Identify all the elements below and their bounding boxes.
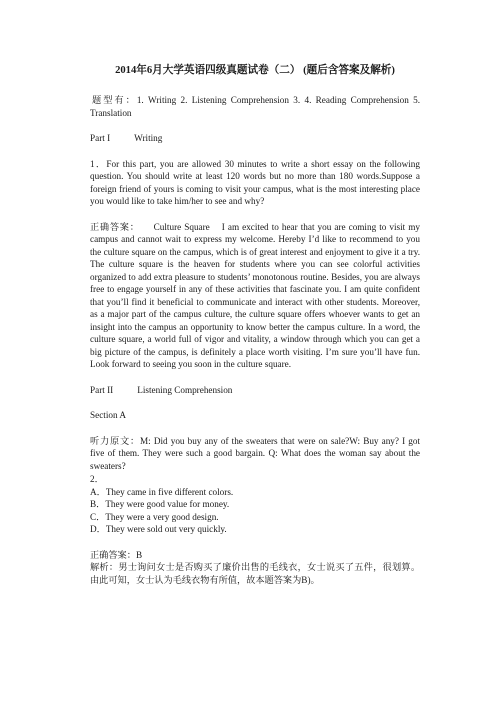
- question-1: [90, 158, 420, 208]
- part2-label: Part II: [90, 384, 114, 395]
- question-types-text: 题型有：1. Writing 2. Listening Comprehension 3. 4. Reading Comprehension 5. Translation: [90, 95, 420, 118]
- answer-1-label: 正确答案：: [90, 221, 140, 232]
- section-a-heading: Section A: [90, 410, 126, 420]
- part1-heading: [90, 132, 420, 145]
- listening-text: M: Did you buy any of the sweaters that were on sale?W: Buy any? I got five of them. They were such a good bargain. Q: What does the woman say about the sweaters?: [90, 435, 420, 471]
- part1-name: Writing: [134, 133, 163, 143]
- answer-1: [90, 221, 420, 371]
- answer-2-analysis: [90, 561, 420, 586]
- analysis-label: 解析：: [90, 562, 119, 572]
- answer-1-heading: Culture Square: [153, 221, 210, 232]
- part1-label: Part I: [90, 133, 111, 143]
- question-1-text: For this part, you are allowed 30 minutes to write a short essay on the following question. You should write at least 120 words but no more than 180 words.Suppose a foreign friend of yours is coming to visit your campus, what is the most interesting place you would like to take him/her to see and why?: [90, 158, 420, 206]
- analysis-text: 男士询问女士是否购买了廉价出售的毛线衣，女士说买了五件，很划算。由此可知，女士认为毛线衣物有所值，故本题答案为B)。: [90, 562, 421, 585]
- listening-label: 听力原文：: [90, 435, 140, 446]
- question-2-number: 2．: [90, 474, 104, 484]
- option-b: B．They were good value for money.: [90, 499, 230, 509]
- option-a: A．They came in five different colors.: [90, 486, 234, 497]
- part2-name: Listening Comprehension: [137, 384, 233, 395]
- listening-script: [90, 435, 420, 473]
- answer-2-label: 正确答案：: [90, 549, 136, 560]
- answer-1-body: I am excited to hear that you are coming to visit my campus and cannot wait to express my welcome. Hereby I’d like to recommend to you the culture square on the campus, which is of great interest and enjoyment to give it a try. The culture square is the heaven for students where you can see colorful activities organized to add extra pleasure to students’ monotonous routine. Besides, you are always free to engage yourself in any of these activities that fascinate you. I am quite confident that you’ll find it beneficial to communicate and interact with other students. Moreover, as a major part of the campus culture, the culture square offers whoever wants to get an insight into the campus an opportunity to know better the campus culture. In a word, the culture square, a world full of vigor and vitality, a window through which you can get a big picture of the campus, is definitely a place worth visiting. I’m sure you’ll have fun. Look forward to seeing you soon in the culture square.: [90, 221, 421, 369]
- question-types: [90, 94, 420, 119]
- part2-heading: [90, 384, 420, 397]
- question-1-number: 1．: [90, 158, 107, 169]
- option-c: C．They were a very good design.: [90, 511, 219, 522]
- option-d: D．They were sold out very quickly.: [90, 524, 227, 534]
- answer-2: [90, 549, 420, 562]
- document-page: [90, 64, 420, 586]
- question-2-options: [90, 486, 420, 536]
- answer-2-value: B: [135, 549, 143, 560]
- document-title: 2014年6月大学英语四级真题试卷（二） (题后含答案及解析): [115, 65, 395, 76]
